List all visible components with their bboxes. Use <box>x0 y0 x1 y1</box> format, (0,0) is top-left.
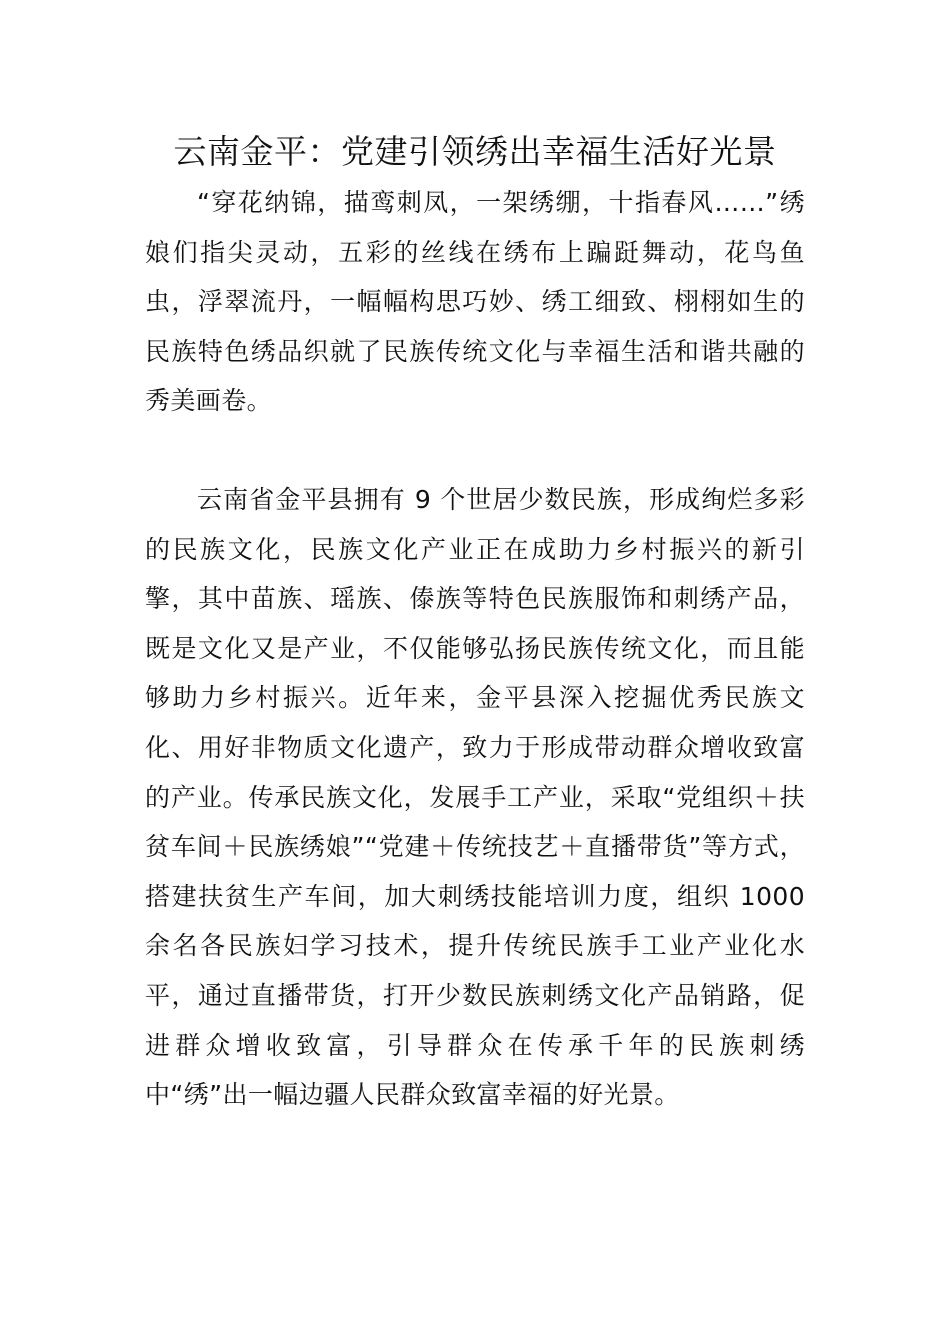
paragraph-body: 云南省金平县拥有 9 个世居少数民族，形成绚烂多彩的民族文化，民族文化产业正在成助力乡村振兴的新引擎，其中苗族、瑶族、傣族等特色民族服饰和刺绣产品，既是文化又是产业，不仅能够弘扬民族传统文化，而且能够助力乡村振兴。近年来，金平县深入挖掘优秀民族文化、用好非物质文化遗产，致力于形成带动群众增收致富的产业。传承民族文化，发展手工产业，采取“党组织＋扶贫车间＋民族绣娘”“党建＋传统技艺＋直播带货”等方式，搭建扶贫生产车间，加大刺绣技能培训力度，组织 1000 余名各民族妇学习技术，提升传统民族手工业产业化水平，通过直播带货，打开少数民族刺绣文化产品销路，促进群众增收致富，引导群众在传承千年的民族刺绣中“绣”出一幅边疆人民群众致富幸福的好光景。 <box>145 485 805 1110</box>
paragraph-intro: “穿花纳锦，描鸾刺凤，一架绣绷，十指春风……”绣娘们指尖灵动，五彩的丝线在绣布上蹁跹舞动，花鸟鱼虫，浮翠流丹，一幅幅构思巧妙、绣工细致、栩栩如生的民族特色绣品织就了民族传统文化与幸福生活和谐共融的秀美画卷。 <box>145 188 805 416</box>
document-title: 云南金平：党建引领绣出幸福生活好光景 <box>173 132 777 171</box>
